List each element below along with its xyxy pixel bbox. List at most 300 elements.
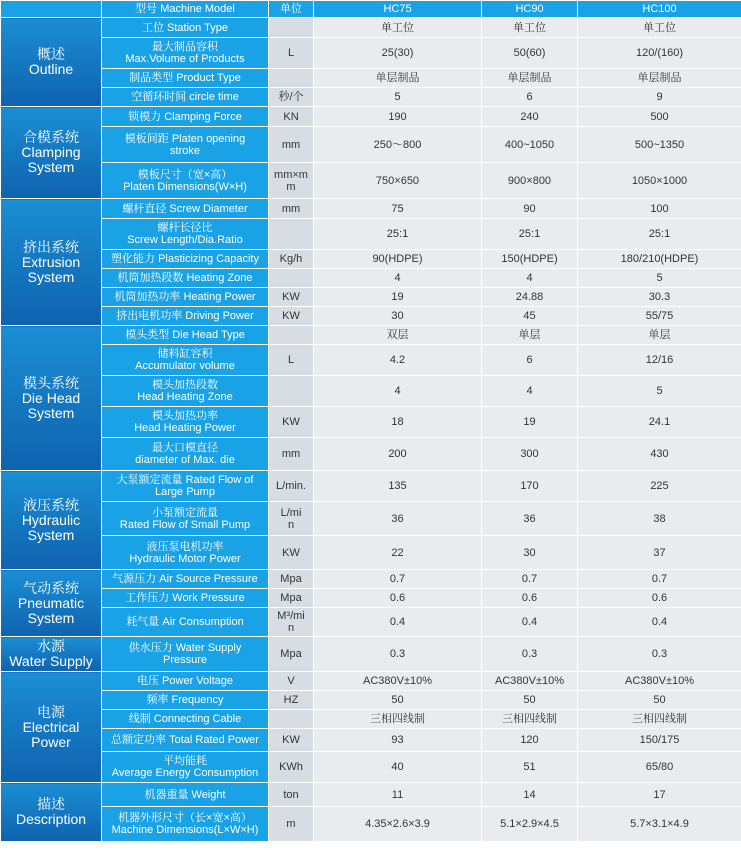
unit-line: L — [287, 47, 295, 59]
table-row — [1, 345, 741, 376]
unit-line: KW — [282, 291, 300, 303]
label-line: diameter of Max. die — [135, 454, 235, 466]
label-line: Machine Dimensions(L×W×H) — [111, 824, 259, 836]
section-title-en: Hydraulic System — [21, 511, 81, 543]
parameter-label — [102, 107, 269, 127]
section-title-en: Water Supply — [9, 653, 93, 669]
value-cell: 0.7 — [482, 570, 578, 589]
unit-line: m — [286, 180, 296, 193]
section-title-en: Electrical Power — [22, 718, 80, 750]
label-line: 小泵额定流量 — [152, 506, 218, 519]
label-line: 平均能耗 — [163, 755, 207, 767]
unit-cell — [269, 637, 314, 672]
label-line: stroke — [170, 144, 200, 157]
table-row — [1, 536, 741, 570]
unit-cell — [269, 438, 314, 471]
value-cell: 25:1 — [482, 219, 578, 250]
table-row — [1, 710, 741, 729]
unit-cell — [269, 69, 314, 88]
unit-line: mm — [281, 138, 301, 151]
value-cell: 5 — [578, 269, 741, 288]
value-cell: 30.3 — [578, 288, 741, 307]
table-row — [1, 783, 741, 807]
label-line: Pressure — [162, 654, 208, 666]
section-category — [1, 326, 102, 471]
parameter-label — [102, 199, 269, 219]
label-line: 大泵额定流量 Rated Flow of — [116, 474, 254, 486]
value-cell: 0.4 — [314, 608, 482, 637]
value-cell: 150/175 — [578, 729, 741, 752]
label-line: 机器重量 Weight — [144, 788, 226, 801]
table-row — [1, 570, 741, 589]
table-row — [1, 38, 741, 69]
section-title-zh: 气动系统 — [23, 579, 79, 596]
unit-line: n — [287, 622, 295, 634]
unit-cell — [269, 807, 314, 842]
parameter-label — [102, 672, 269, 691]
value-cell: 500 — [578, 107, 741, 127]
section-category — [1, 107, 102, 199]
value-cell: 36 — [482, 502, 578, 536]
unit-line: mm×m — [274, 168, 308, 181]
value-cell: 25:1 — [314, 219, 482, 250]
table-row — [1, 288, 741, 307]
header-model-hc100: HC100 — [578, 1, 741, 18]
value-cell: 150(HDPE) — [482, 250, 578, 269]
label-line: 频率 Frequency — [146, 694, 224, 706]
parameter-label — [102, 752, 269, 783]
table-row — [1, 250, 741, 269]
label-line: 模头加热功率 — [152, 410, 218, 422]
label-line: 模板尺寸（宽×高） — [137, 168, 233, 181]
value-cell: 300 — [482, 438, 578, 471]
parameter-label — [102, 710, 269, 729]
unit-cell — [269, 163, 314, 199]
label-line: 总额定功率 Total Rated Power — [111, 734, 259, 746]
value-cell: 单层 — [578, 326, 741, 345]
parameter-label — [102, 69, 269, 88]
value-cell: 200 — [314, 438, 482, 471]
value-cell: 单层制品 — [314, 69, 482, 88]
label-line: 模板间距 Platen opening — [124, 132, 246, 145]
label-line: Large Pump — [155, 486, 215, 498]
unit-line: Mpa — [280, 648, 302, 660]
label-line: 锁模力 Clamping Force — [128, 110, 242, 123]
value-cell: 三相四线制 — [578, 710, 741, 729]
section-title-en: Die Head System — [21, 389, 81, 421]
parameter-label — [102, 570, 269, 589]
unit-line: KW — [282, 734, 300, 746]
label-line: Rated Flow of Small Pump — [119, 518, 251, 531]
label-line: 机器外形尺寸（长×宽×高） — [118, 812, 252, 824]
parameter-label — [102, 783, 269, 807]
label-line: 最大口模直径 — [152, 442, 218, 454]
value-cell: 14 — [482, 783, 578, 807]
value-cell: 50 — [578, 691, 741, 710]
parameter-label — [102, 807, 269, 842]
unit-cell — [269, 608, 314, 637]
unit-cell — [269, 471, 314, 502]
parameter-label — [102, 438, 269, 471]
value-cell: 4 — [482, 376, 578, 407]
section-category — [1, 637, 102, 672]
unit-cell — [269, 783, 314, 807]
table-row — [1, 471, 741, 502]
label-line: 储料缸容积 — [157, 348, 213, 360]
header-row — [1, 1, 741, 18]
unit-line: m — [286, 818, 296, 830]
section-title-zh: 水源 — [37, 638, 65, 654]
value-cell: 225 — [578, 471, 741, 502]
value-cell: 4.2 — [314, 345, 482, 376]
label-line: 螺杆直径 Screw Diameter — [122, 202, 248, 215]
value-cell: 0.6 — [314, 589, 482, 608]
parameter-label — [102, 326, 269, 345]
value-cell: 单层制品 — [482, 69, 578, 88]
section-category — [1, 18, 102, 107]
value-cell: 17 — [578, 783, 741, 807]
value-cell: 75 — [314, 199, 482, 219]
parameter-label — [102, 345, 269, 376]
label-line: 线制 Connecting Cable — [128, 713, 242, 725]
unit-line: V — [287, 675, 295, 687]
unit-cell — [269, 288, 314, 307]
label-line: 电压 Power Voltage — [137, 675, 233, 687]
label-line: 制品类型 Product Type — [129, 72, 241, 84]
table-row — [1, 407, 741, 438]
unit-cell — [269, 345, 314, 376]
unit-cell — [269, 672, 314, 691]
parameter-label — [102, 637, 269, 672]
table-row — [1, 199, 741, 219]
value-cell: 37 — [578, 536, 741, 570]
unit-cell — [269, 107, 314, 127]
value-cell: 0.4 — [482, 608, 578, 637]
value-cell: 单层 — [482, 326, 578, 345]
value-cell: 90 — [482, 199, 578, 219]
value-cell: AC380V±10% — [314, 672, 482, 691]
unit-line: HZ — [283, 694, 299, 706]
unit-cell — [269, 18, 314, 38]
table-row — [1, 807, 741, 842]
value-cell: 180/210(HDPE) — [578, 250, 741, 269]
value-cell: 1050×1000 — [578, 163, 741, 199]
unit-line: L — [287, 354, 295, 366]
unit-cell — [269, 269, 314, 288]
unit-line: Mpa — [280, 592, 302, 604]
label-line: 塑化能力 Plasticizing Capacity — [111, 253, 259, 265]
value-cell: 50 — [314, 691, 482, 710]
section-category — [1, 471, 102, 570]
section-title-zh: 模头系统 — [23, 374, 79, 391]
table-row — [1, 691, 741, 710]
parameter-label — [102, 307, 269, 326]
header-model-hc90: HC90 — [482, 1, 578, 18]
label-line: 工位 Station Type — [141, 21, 228, 34]
value-cell: 4 — [482, 269, 578, 288]
unit-cell — [269, 307, 314, 326]
value-cell: 单工位 — [482, 18, 578, 38]
label-line: 最大制品容积 — [152, 41, 218, 53]
parameter-label — [102, 250, 269, 269]
label-line: 耗气量 Air Consumption — [126, 616, 244, 628]
value-cell: 190 — [314, 107, 482, 127]
table-row — [1, 729, 741, 752]
value-cell: 24.1 — [578, 407, 741, 438]
parameter-label — [102, 163, 269, 199]
label-line: Screw Length/Dia.Ratio — [127, 234, 243, 246]
unit-cell — [269, 710, 314, 729]
table-row — [1, 637, 741, 672]
section-title-en: Extrusion System — [21, 253, 81, 285]
value-cell: 55/75 — [578, 307, 741, 326]
parameter-label — [102, 502, 269, 536]
section-title-zh: 合模系统 — [23, 129, 79, 145]
parameter-label — [102, 589, 269, 608]
section-title-zh: 液压系统 — [23, 496, 79, 513]
value-cell: 0.3 — [578, 637, 741, 672]
value-cell: 93 — [314, 729, 482, 752]
table-row — [1, 88, 741, 107]
unit-line: M³/mi — [277, 610, 305, 622]
value-cell: 430 — [578, 438, 741, 471]
unit-cell — [269, 127, 314, 163]
parameter-label — [102, 471, 269, 502]
unit-line: KW — [282, 546, 300, 559]
value-cell: 4 — [314, 269, 482, 288]
parameter-label — [102, 608, 269, 637]
value-cell: 6 — [482, 345, 578, 376]
table-row — [1, 502, 741, 536]
section-title-en: Pneumatic System — [17, 594, 85, 626]
section-title-zh: 描述 — [37, 796, 65, 812]
unit-line: L/mi — [280, 506, 302, 519]
parameter-label — [102, 691, 269, 710]
section-title-en: Description — [15, 811, 87, 827]
parameter-label — [102, 288, 269, 307]
value-cell: 0.4 — [578, 608, 741, 637]
value-cell: 单工位 — [578, 18, 741, 38]
value-cell: 36 — [314, 502, 482, 536]
label-line: Hydraulic Motor Power — [129, 552, 241, 565]
value-cell: 5 — [578, 376, 741, 407]
table-row — [1, 219, 741, 250]
value-cell: 240 — [482, 107, 578, 127]
unit-line: L/min. — [276, 480, 306, 492]
label-line: Platen Dimensions(W×H) — [123, 180, 247, 193]
label-line: 机筒加热段数 Heating Zone — [117, 272, 253, 284]
parameter-label — [102, 536, 269, 570]
label-line: 机筒加热功率 Heating Power — [114, 291, 256, 303]
section-title-zh: 电源 — [37, 703, 65, 720]
value-cell: 0.6 — [482, 589, 578, 608]
section-title-zh: 挤出系统 — [23, 238, 79, 255]
table-row — [1, 438, 741, 471]
unit-cell — [269, 752, 314, 783]
corner-cell — [1, 1, 102, 18]
value-cell: AC380V±10% — [482, 672, 578, 691]
value-cell: 0.7 — [578, 570, 741, 589]
parameter-label — [102, 127, 269, 163]
value-cell: 750×650 — [314, 163, 482, 199]
unit-line: ton — [283, 788, 299, 801]
value-cell: 250～800 — [314, 127, 482, 163]
table-row — [1, 18, 741, 38]
label-line: Max.Volume of Products — [125, 53, 245, 65]
label-line: 模头加热段数 — [152, 379, 218, 391]
value-cell: 120 — [482, 729, 578, 752]
section-category — [1, 199, 102, 326]
value-cell: 5.1×2.9×4.5 — [482, 807, 578, 842]
table-row — [1, 307, 741, 326]
value-cell: 38 — [578, 502, 741, 536]
value-cell: 9 — [578, 88, 741, 107]
unit-cell — [269, 199, 314, 219]
unit-line: KWh — [279, 761, 303, 773]
value-cell: 100 — [578, 199, 741, 219]
unit-cell — [269, 589, 314, 608]
value-cell: 4 — [314, 376, 482, 407]
section-title-en: Clamping System — [21, 144, 81, 175]
parameter-label — [102, 729, 269, 752]
parameter-label — [102, 88, 269, 107]
value-cell: 双层 — [314, 326, 482, 345]
value-cell: 6 — [482, 88, 578, 107]
section-title-en: Outline — [28, 61, 74, 77]
header-unit: 单位 — [269, 1, 314, 18]
value-cell: 5.7×3.1×4.9 — [578, 807, 741, 842]
value-cell: 51 — [482, 752, 578, 783]
unit-line: Kg/h — [279, 253, 303, 265]
parameter-label — [102, 219, 269, 250]
parameter-label — [102, 407, 269, 438]
value-cell: 0.6 — [578, 589, 741, 608]
header-param: 型号 Machine Model — [102, 1, 269, 18]
value-cell: 12/16 — [578, 345, 741, 376]
section-category — [1, 672, 102, 783]
unit-cell — [269, 502, 314, 536]
value-cell: 22 — [314, 536, 482, 570]
section-title-zh: 概述 — [37, 46, 65, 62]
unit-cell — [269, 570, 314, 589]
table-row — [1, 163, 741, 199]
label-line: 螺杆长径比 — [157, 222, 213, 234]
value-cell: AC380V±10% — [578, 672, 741, 691]
label-line: 液压泵电机功率 — [146, 540, 224, 553]
table-row — [1, 269, 741, 288]
table-row — [1, 69, 741, 88]
table-row — [1, 376, 741, 407]
parameter-label — [102, 38, 269, 69]
table-row — [1, 608, 741, 637]
label-line: 工作压力 Work Pressure — [125, 592, 245, 604]
value-cell: 400~1050 — [482, 127, 578, 163]
value-cell: 120/(160) — [578, 38, 741, 69]
section-category — [1, 570, 102, 637]
unit-cell — [269, 88, 314, 107]
value-cell: 25:1 — [578, 219, 741, 250]
label-line: Head Heating Zone — [137, 391, 233, 403]
unit-line: Mpa — [280, 573, 302, 585]
value-cell: 900×800 — [482, 163, 578, 199]
section-category — [1, 783, 102, 842]
table-body — [1, 1, 741, 842]
table-row — [1, 107, 741, 127]
parameter-label — [102, 18, 269, 38]
unit-line: KW — [282, 310, 300, 322]
unit-line: mm — [281, 448, 301, 460]
value-cell: 11 — [314, 783, 482, 807]
unit-cell — [269, 250, 314, 269]
value-cell: 0.3 — [482, 637, 578, 672]
label-line: 空循环时间 circle time — [131, 91, 239, 103]
value-cell: 500~1350 — [578, 127, 741, 163]
value-cell: 135 — [314, 471, 482, 502]
value-cell: 90(HDPE) — [314, 250, 482, 269]
value-cell: 50 — [482, 691, 578, 710]
value-cell: 三相四线制 — [314, 710, 482, 729]
label-line: 气源压力 Air Source Pressure — [112, 573, 258, 585]
unit-line: mm — [281, 202, 301, 215]
value-cell: 40 — [314, 752, 482, 783]
unit-cell — [269, 691, 314, 710]
unit-cell — [269, 219, 314, 250]
value-cell: 19 — [482, 407, 578, 438]
unit-cell — [269, 376, 314, 407]
header-model-hc75: HC75 — [314, 1, 482, 18]
label-line: Average Energy Consumption — [111, 767, 259, 779]
value-cell: 19 — [314, 288, 482, 307]
table-row — [1, 752, 741, 783]
unit-line: KN — [283, 110, 299, 123]
table-row — [1, 589, 741, 608]
value-cell: 50(60) — [482, 38, 578, 69]
table-row — [1, 326, 741, 345]
label-line: 挤出电机功率 Driving Power — [116, 310, 254, 322]
label-line: 模头类型 Die Head Type — [125, 329, 245, 341]
unit-cell — [269, 729, 314, 752]
unit-cell — [269, 536, 314, 570]
value-cell: 65/80 — [578, 752, 741, 783]
value-cell: 30 — [482, 536, 578, 570]
parameter-label — [102, 269, 269, 288]
value-cell: 24.88 — [482, 288, 578, 307]
value-cell: 170 — [482, 471, 578, 502]
value-cell: 25(30) — [314, 38, 482, 69]
value-cell: 30 — [314, 307, 482, 326]
unit-line: n — [287, 518, 295, 531]
label-line: 供水压力 Water Supply — [128, 642, 242, 654]
value-cell: 单层制品 — [578, 69, 741, 88]
table-row — [1, 127, 741, 163]
value-cell: 三相四线制 — [482, 710, 578, 729]
table-row — [1, 672, 741, 691]
value-cell: 18 — [314, 407, 482, 438]
unit-line: KW — [282, 416, 300, 428]
value-cell: 45 — [482, 307, 578, 326]
parameter-label — [102, 376, 269, 407]
value-cell: 5 — [314, 88, 482, 107]
value-cell: 0.3 — [314, 637, 482, 672]
unit-cell — [269, 38, 314, 69]
label-line: Head Heating Power — [134, 422, 236, 434]
value-cell: 0.7 — [314, 570, 482, 589]
value-cell: 单工位 — [314, 18, 482, 38]
label-line: Accumulator volume — [135, 360, 235, 372]
unit-cell — [269, 407, 314, 438]
unit-cell — [269, 326, 314, 345]
value-cell: 4.35×2.6×3.9 — [314, 807, 482, 842]
